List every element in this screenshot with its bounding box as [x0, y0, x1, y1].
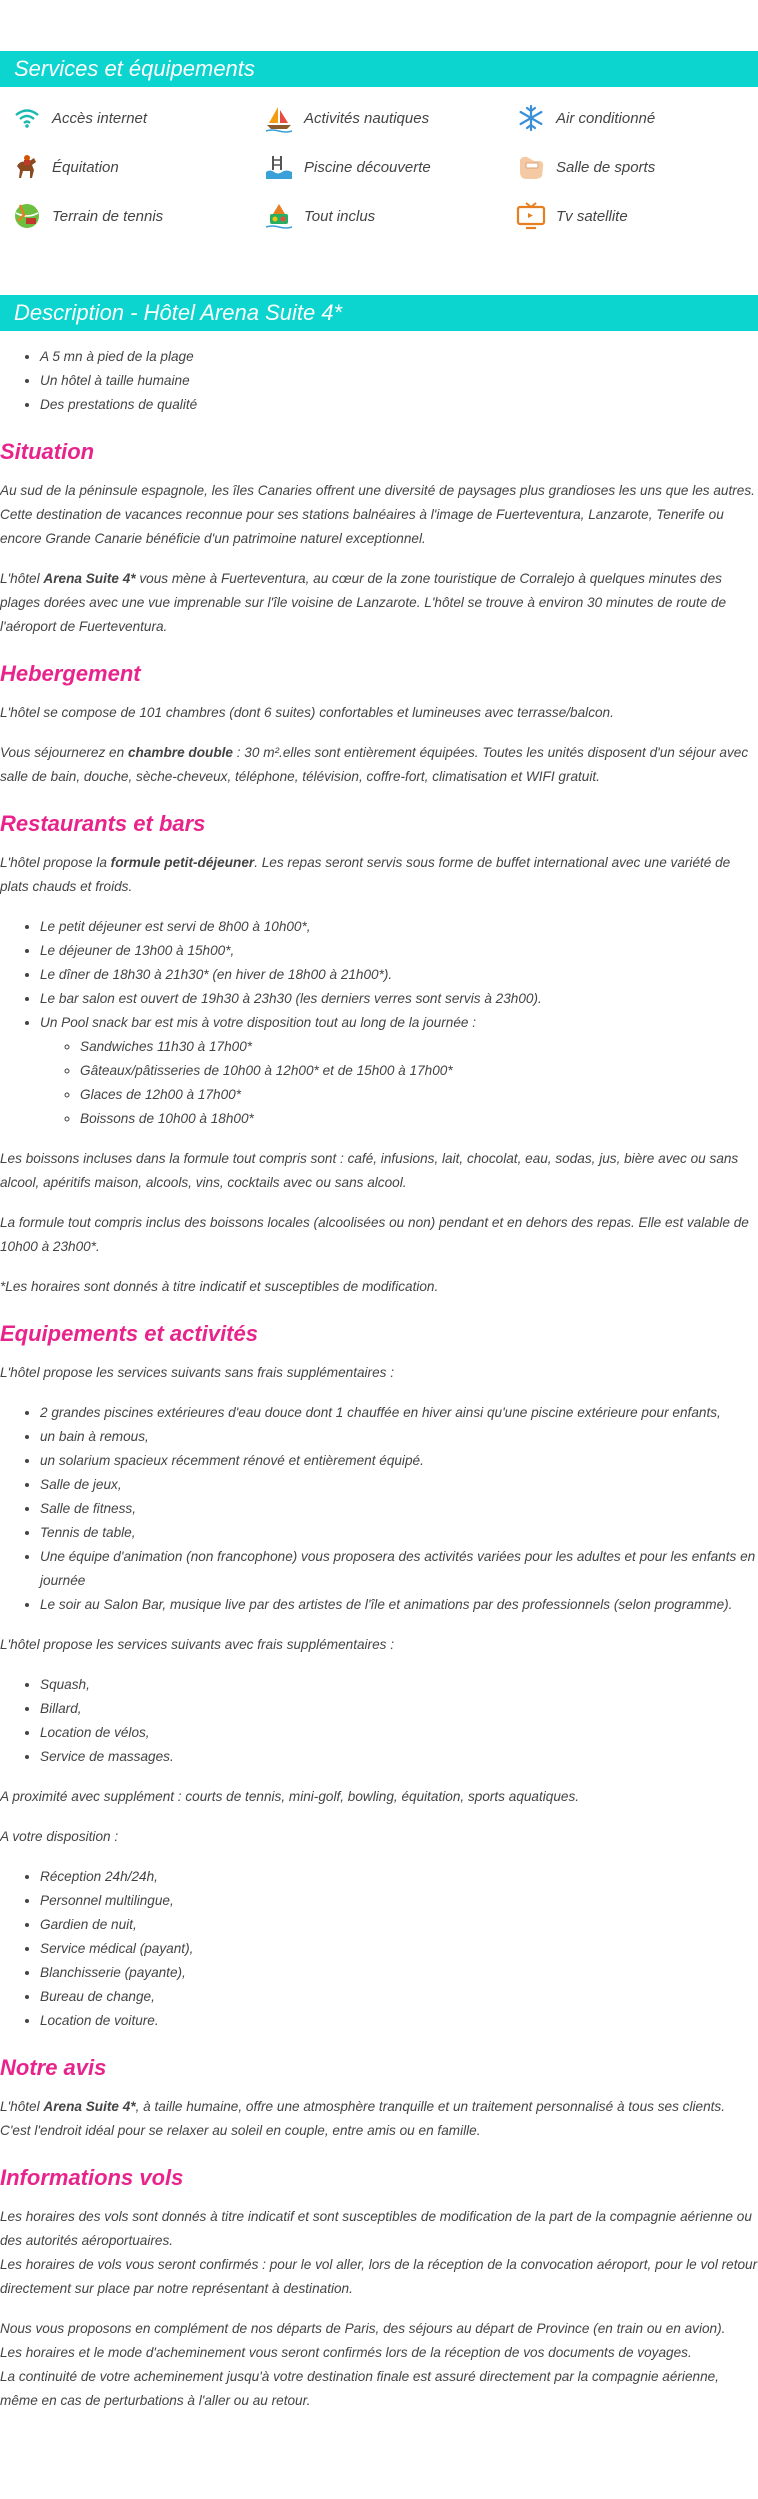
- paragraph: Nous vous proposons en complément de nos départs de Paris, des séjours au départ de Province (en train ou en avion).: [0, 2321, 726, 2336]
- paragraph: L'hôtel Arena Suite 4* vous mène à Fuerteventura, au cœur de la zone touristique de Corralejo à quelques minutes des plages dorées avec une vue imprenable sur l'île voisine de Lanzarote. L'hôtel se trouve à environ 30 minutes de route de l'aéroport de Fuerteventura.: [0, 571, 727, 634]
- paragraph: L'hôtel se compose de 101 chambres (dont 6 suites) confortables et lumineuses avec terrasse/balcon.: [0, 705, 614, 720]
- wifi-icon: [12, 103, 42, 133]
- paragraph: Les horaires des vols sont donnés à titre indicatif et sont susceptibles de modification de la part de la compagnie aérienne ou des autorités aéroportuaires.: [0, 2209, 752, 2248]
- list-item: • Service médical (payant),: [40, 1937, 758, 1961]
- service-label: Accès internet: [52, 109, 148, 127]
- section-title-equipements: Equipements et activités: [0, 1321, 258, 1346]
- paragraph: L'hôtel propose les services suivants avec frais supplémentaires :: [0, 1637, 394, 1652]
- section-title-restaurants: Restaurants et bars: [0, 811, 206, 836]
- snack-bar-list: [40, 1035, 758, 1131]
- service-label: Tv satellite: [556, 207, 628, 225]
- list-item: ◦ Boissons de 10h00 à 18h00*: [80, 1107, 758, 1131]
- paragraph: L'hôtel propose la formule petit-déjeuner. Les repas seront servis sous forme de buffet international avec une variété de plats chauds et froids.: [0, 855, 731, 894]
- service-tennis: [0, 198, 163, 234]
- pool-icon: [264, 152, 294, 182]
- list-item: • Billard,: [40, 1697, 758, 1721]
- description-header: Description - Hôtel Arena Suite 4*: [0, 295, 758, 331]
- paragraph: La formule tout compris inclus des boissons locales (alcoolisées ou non) pendant et en dehors des repas. Elle est valable de 10h00 à 23h00*.: [0, 1215, 749, 1254]
- list-item: • Squash,: [40, 1673, 758, 1697]
- section-title-hebergement: Hebergement: [0, 661, 141, 686]
- service-air-conditioning: [504, 100, 655, 136]
- list-item: • Une équipe d'animation (non francophone) vous proposera des activités variées pour les adultes et pour les enfants en journée: [40, 1545, 758, 1593]
- all-inclusive-icon: [264, 201, 294, 231]
- list-item: • Le bar salon est ouvert de 19h30 à 23h30 (les derniers verres sont servis à 23h00).: [40, 987, 758, 1011]
- list-item: • un solarium spacieux récemment rénové et entièrement équipé.: [40, 1449, 758, 1473]
- list-item: ◦ Glaces de 12h00 à 17h00*: [80, 1083, 758, 1107]
- list-item: • Blanchisserie (payante),: [40, 1961, 758, 1985]
- paragraph: La continuité de votre acheminement jusqu'à votre destination finale est assuré directement par la compagnie aérienne, même en cas de perturbations à l'aller ou au retour.: [0, 2369, 719, 2408]
- service-nautical: [252, 100, 429, 136]
- paragraph: A votre disposition :: [0, 1829, 119, 1844]
- free-services-list: [0, 1401, 758, 1617]
- tennis-icon: [12, 201, 42, 231]
- tv-icon: [516, 201, 546, 231]
- list-item: • Le petit déjeuner est servi de 8h00 à 10h00*,: [40, 915, 758, 939]
- paid-services-list: [0, 1673, 758, 1769]
- paragraph: Au sud de la péninsule espagnole, les îles Canaries offrent une diversité de paysages plus grandioses les uns que les autres. Cette destination de vacances reconnue pour ses stations balnéaires à l'image de Fuerteventura, Lanzarote, Tenerife ou encore Grande Canarie bénéficie d'un patrimoine naturel exceptionnel.: [0, 483, 755, 546]
- list-item: • 2 grandes piscines extérieures d'eau douce dont 1 chauffée en hiver ainsi qu'une piscine extérieure pour enfants,: [40, 1401, 758, 1425]
- list-item: • Location de voiture.: [40, 2009, 758, 2033]
- list-item: ◦ Sandwiches 11h30 à 17h00*: [80, 1035, 758, 1059]
- section-title-avis: Notre avis: [0, 2055, 107, 2080]
- service-label: Air conditionné: [556, 109, 656, 127]
- service-label: Piscine découverte: [304, 158, 431, 176]
- services-header: Services et équipements: [0, 51, 758, 87]
- list-item: • un bain à remous,: [40, 1425, 758, 1449]
- snowflake-icon: [516, 103, 546, 133]
- service-label: Terrain de tennis: [52, 207, 164, 225]
- paragraph: Les horaires de vols vous seront confirmés : pour le vol aller, lors de la réception de la convocation aéroport, pour le vol retour directement sur place par notre représentant à destination.: [0, 2257, 758, 2296]
- dispo-list: [0, 1865, 758, 2033]
- list-item: • Bureau de change,: [40, 1985, 758, 2009]
- list-item: • Personnel multilingue,: [40, 1889, 758, 1913]
- list-item: • Un hôtel à taille humaine: [40, 369, 758, 393]
- list-item: • Le déjeuner de 13h00 à 15h00*,: [40, 939, 758, 963]
- section-title-situation: Situation: [0, 439, 95, 464]
- list-item: • A 5 mn à pied de la plage: [40, 345, 758, 369]
- service-all-inclusive: [252, 198, 375, 234]
- list-item: • Location de vélos,: [40, 1721, 758, 1745]
- paragraph: Les boissons incluses dans la formule tout compris sont : café, infusions, lait, chocolat, eau, sodas, jus, bière avec ou sans alcool, apéritifs maison, alcools, vins, cocktails avec ou sans alcool.: [0, 1151, 739, 1190]
- list-item: • Le soir au Salon Bar, musique live par des artistes de l'île et animations par des professionnels (selon programme).: [40, 1593, 758, 1617]
- service-label: Activités nautiques: [304, 109, 430, 127]
- restaurants-list: [0, 915, 758, 1131]
- list-item: • Des prestations de qualité: [40, 393, 758, 417]
- list-item: • Gardien de nuit,: [40, 1913, 758, 1937]
- paragraph: L'hôtel propose les services suivants sans frais supplémentaires :: [0, 1365, 394, 1380]
- list-item: • Réception 24h/24h,: [40, 1865, 758, 1889]
- flights-info: [0, 2205, 758, 2413]
- list-item: • Tennis de table,: [40, 1521, 758, 1545]
- service-label: Salle de sports: [556, 158, 656, 176]
- list-item: • Salle de jeux,: [40, 1473, 758, 1497]
- description-content: [0, 345, 758, 2413]
- service-pool: [252, 149, 431, 185]
- highlights-list: [0, 345, 758, 417]
- service-gym: [504, 149, 655, 185]
- service-riding: [0, 149, 119, 185]
- sailing-icon: [264, 103, 294, 133]
- list-item: • Service de massages.: [40, 1745, 758, 1769]
- service-tv: [504, 198, 628, 234]
- list-item: • Le dîner de 18h30 à 21h30* (en hiver de 18h00 à 21h00*).: [40, 963, 758, 987]
- section-title-vols: Informations vols: [0, 2165, 184, 2190]
- paragraph: Vous séjournerez en chambre double : 30 m².elles sont entièrement équipées. Toutes les unités disposent d'un séjour avec salle de bain, douche, sèche-cheveux, téléphone, télévision, coffre-fort, climatisation et WIFI gratuit.: [0, 745, 749, 784]
- paragraph: L'hôtel Arena Suite 4*, à taille humaine, offre une atmosphère tranquille et un traitement personnalisé à tous ses clients. C'est l'endroit idéal pour se relaxer au soleil en couple, entre amis ou en famille.: [0, 2099, 725, 2138]
- paragraph: Les horaires et le mode d'acheminement vous seront confirmés lors de la réception de vos documents de voyages.: [0, 2345, 692, 2360]
- list-item: • Salle de fitness,: [40, 1497, 758, 1521]
- gym-icon: [516, 152, 546, 182]
- service-internet: [0, 100, 147, 136]
- horse-icon: [12, 152, 42, 182]
- service-label: Équitation: [52, 158, 119, 176]
- list-item: • Un Pool snack bar est mis à votre disposition tout au long de la journée : ◦ Sandwiches 11h30 à 17h00* ◦ Gâteaux/pâtisseries de 10h00 à 12h00* et de 15h00 à 17h00* ◦ Glaces de 12h00 à 17h00* ◦ Boissons de 10h00 à 18h00*: [40, 1011, 758, 1131]
- paragraph: *Les horaires sont donnés à titre indicatif et susceptibles de modification.: [0, 1279, 439, 1294]
- paragraph: A proximité avec supplément : courts de tennis, mini-golf, bowling, équitation, sports aquatiques.: [0, 1789, 580, 1804]
- list-item: ◦ Gâteaux/pâtisseries de 10h00 à 12h00* et de 15h00 à 17h00*: [80, 1059, 758, 1083]
- service-label: Tout inclus: [304, 207, 376, 225]
